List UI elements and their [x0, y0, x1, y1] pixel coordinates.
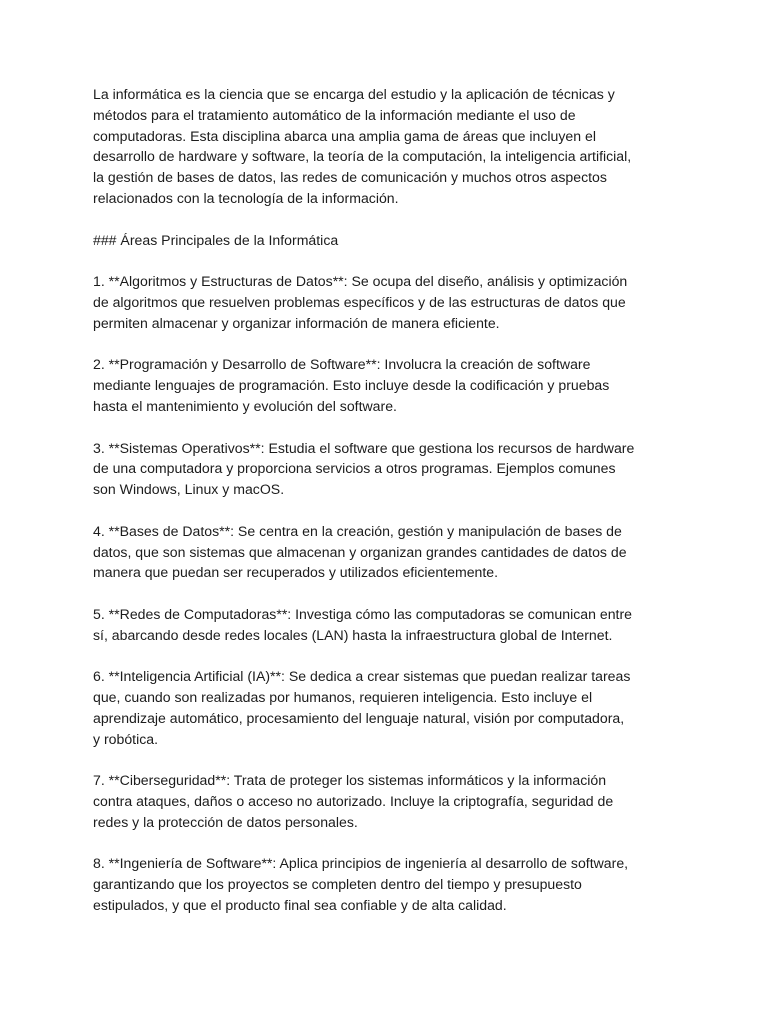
- list-item-algoritmos: 1. **Algoritmos y Estructuras de Datos**: Se ocupa del diseño, análisis y optimización de algoritmos que resuelven problemas específicos y de las estructuras de datos que permiten almacenar y organizar información de manera eficiente.: [93, 273, 628, 331]
- list-item-redes: 5. **Redes de Computadoras**: Investiga cómo las computadoras se comunican entre sí, abarcando desde redes locales (LAN) hasta la infraestructura global de Internet.: [93, 605, 632, 643]
- document-body: [93, 84, 676, 916]
- intro-paragraph: La informática es la ciencia que se encarga del estudio y la aplicación de técnicas y métodos para el tratamiento automático de la información mediante el uso de computadoras. Esta disciplina abarca una amplia gama de áreas que incluyen el desarrollo de hardware y software, la teoría de la computación, la inteligencia artificial, la gestión de bases de datos, las redes de comunicación y muchos otros aspectos relacionados con la tecnología de la información.: [93, 86, 632, 206]
- section-heading: ### Áreas Principales de la Informática: [93, 231, 339, 248]
- list-item-ingenieria-software: 8. **Ingeniería de Software**: Aplica principios de ingeniería al desarrollo de software, garantizando que los proyectos se completen dentro del tiempo y presupuesto estipulados, y que el producto final sea confiable y de alta calidad.: [93, 855, 629, 914]
- list-item-ciberseguridad: 7. **Ciberseguridad**: Trata de proteger los sistemas informáticos y la información contra ataques, daños o acceso no autorizado. Incluye la criptografía, seguridad de redes y la protección de datos personales.: [93, 772, 614, 830]
- list-item-bases-de-datos: 4. **Bases de Datos**: Se centra en la creación, gestión y manipulación de bases de datos, que son sistemas que almacenan y organizan grandes cantidades de datos de manera que puedan ser recuperados y utilizados eficientemente.: [93, 522, 627, 581]
- list-item-programacion: 2. **Programación y Desarrollo de Software**: Involucra la creación de software mediante lenguajes de programación. Esto incluye desde la codificación y pruebas hasta el mantenimiento y evolución del software.: [93, 356, 610, 414]
- list-item-sistemas-operativos: 3. **Sistemas Operativos**: Estudia el software que gestiona los recursos de hardware de una computadora y proporciona servicios a otros programas. Ejemplos comunes son Windows, Linux y macOS.: [93, 439, 635, 498]
- list-item-inteligencia-artificial: 6. **Inteligencia Artificial (IA)**: Se dedica a crear sistemas que puedan realizar tareas que, cuando son realizadas por humanos, requieren inteligencia. Esto incluye el aprendizaje automático, procesamiento del lenguaje natural, visión por computadora, y robótica.: [93, 668, 631, 747]
